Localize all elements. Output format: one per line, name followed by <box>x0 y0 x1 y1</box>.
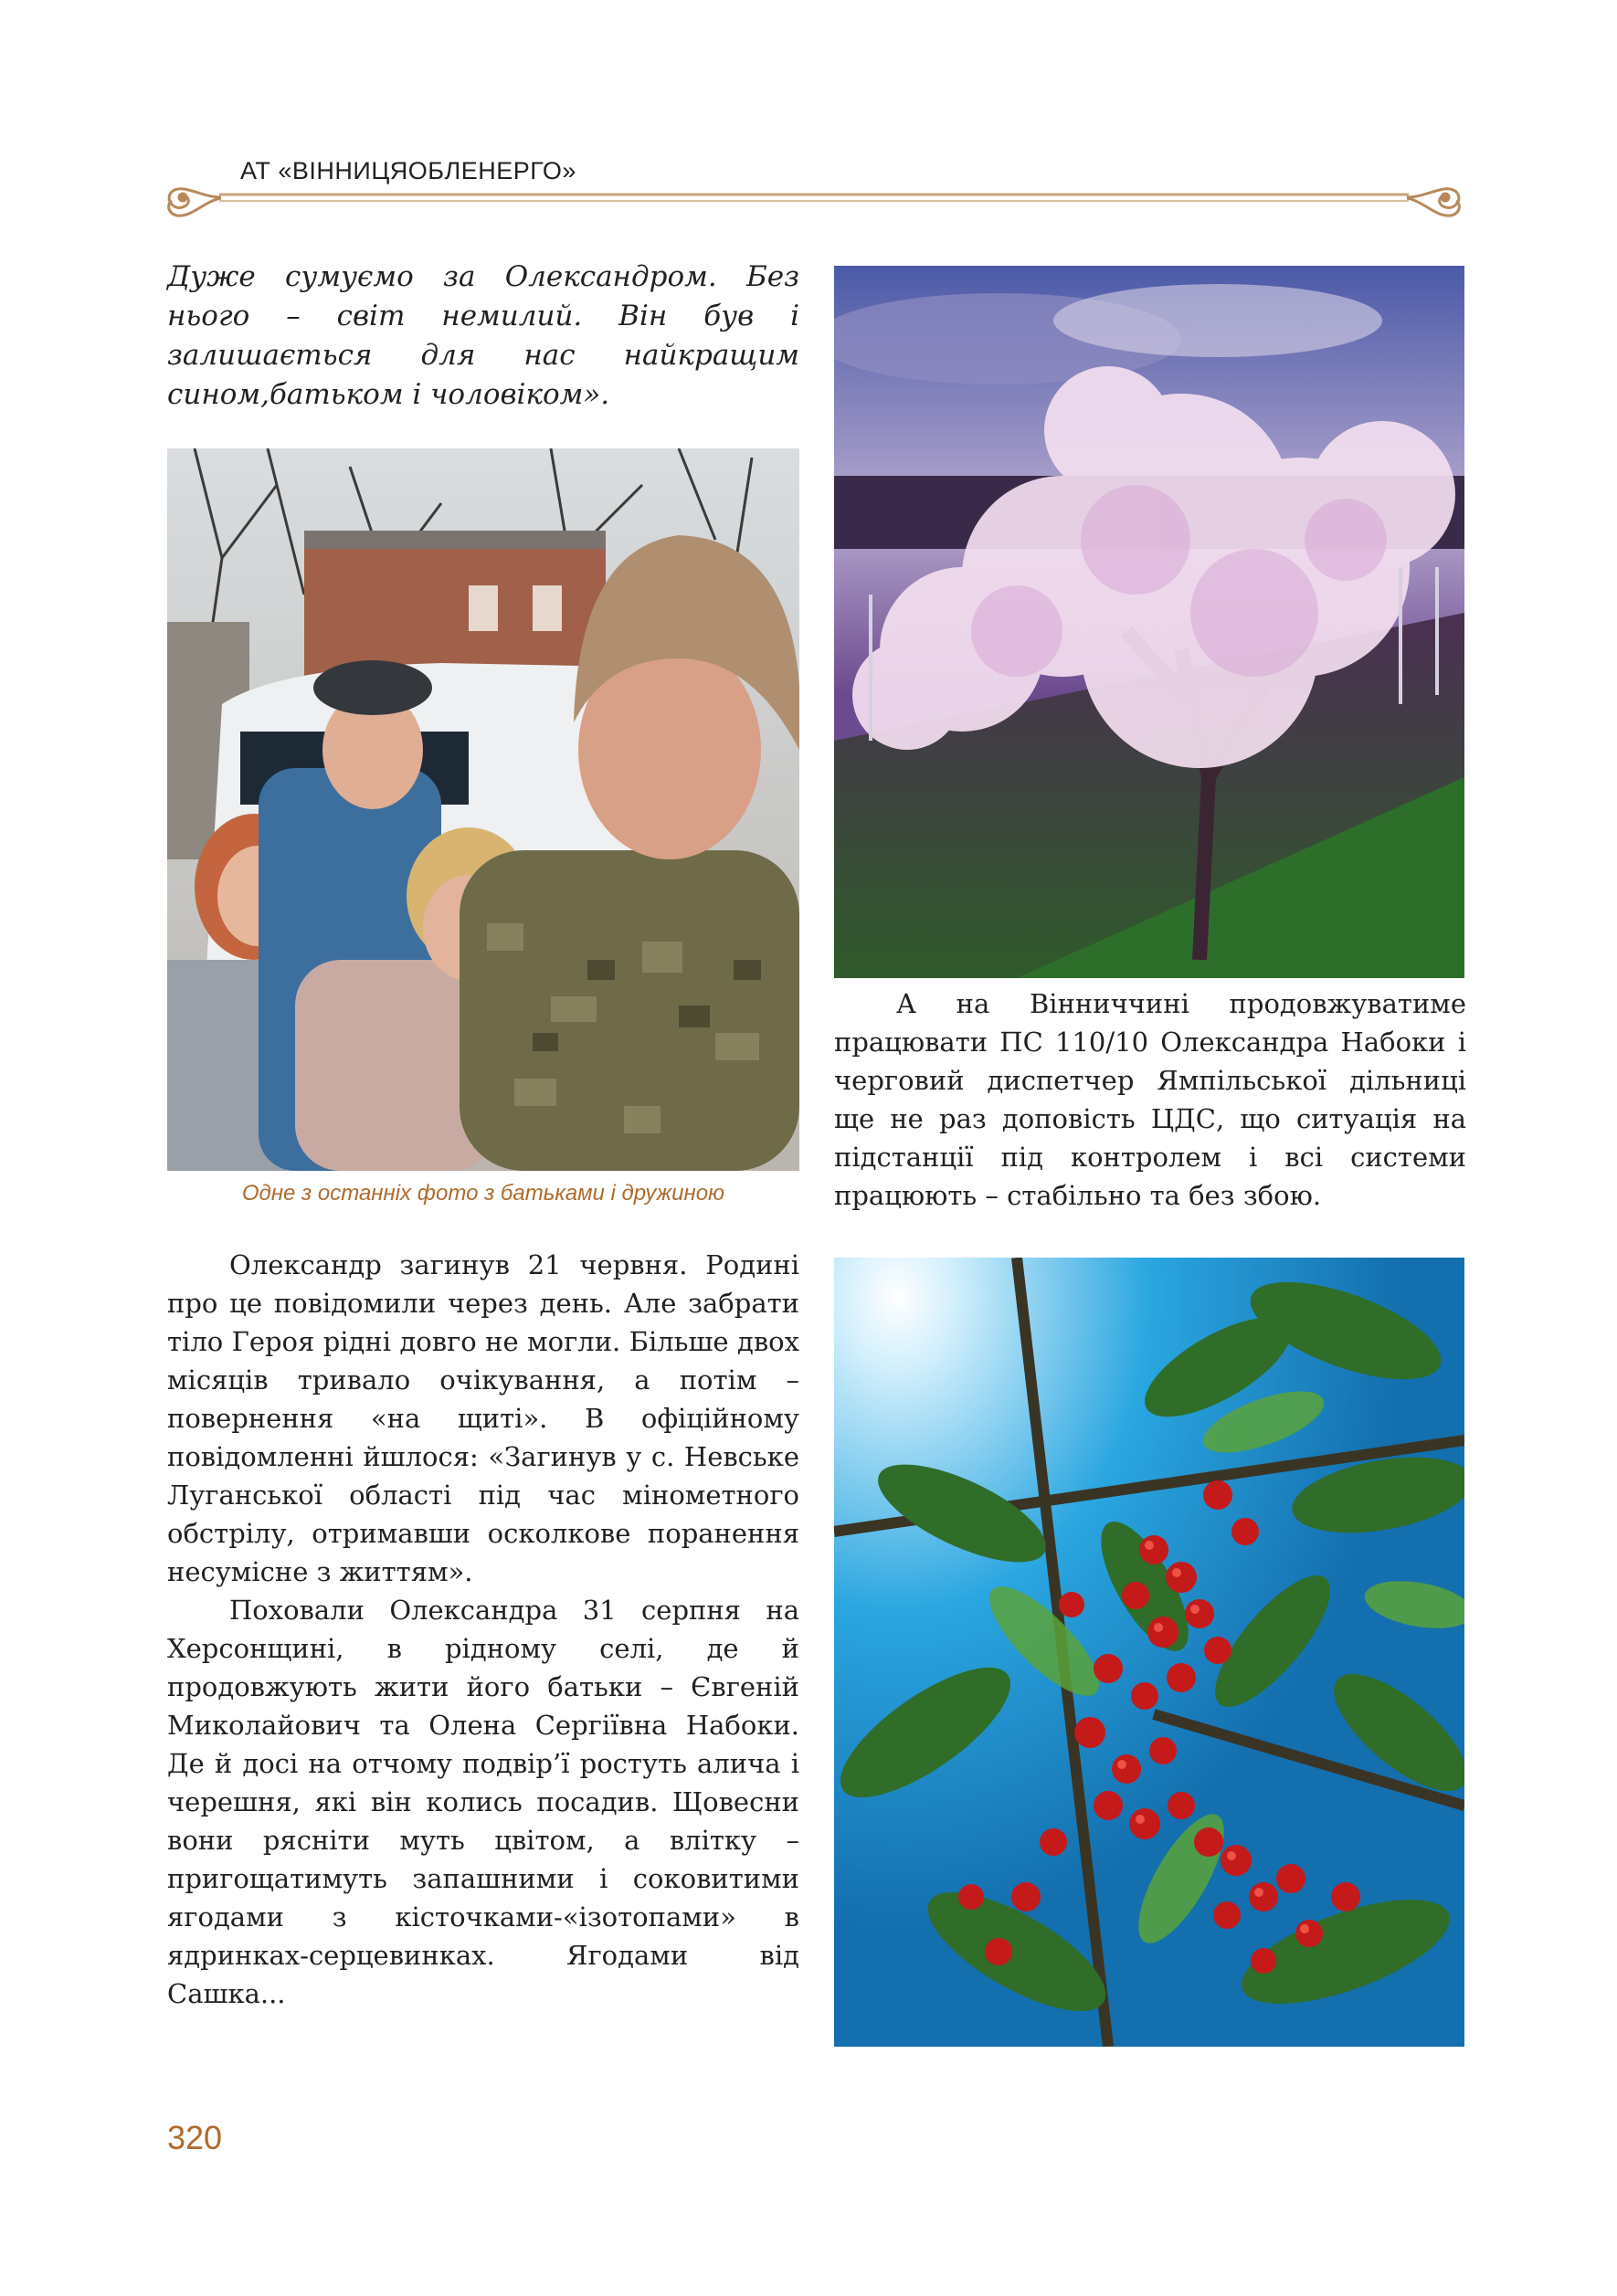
body-paragraph-1: Олександр загинув 21 червня. Родині про це повідомили через день. Але забрати тіло Героя рідні довго не могли. Більше двох місяців тривало очікування, а потім – повернення «на щиті». В офіційному повідомленні йшлося: «Загинув у с. Невське Луганської області під час мінометного обстрілу, отримавши осколкове поранення несумісне з життям». <box>167 1249 799 1587</box>
main-body-text <box>167 1246 799 2013</box>
running-header-title: АТ «ВІННИЦЯОБЛЕНЕРГО» <box>240 157 576 184</box>
right-scroll-ornament-icon <box>1407 189 1459 216</box>
right-column-text <box>834 985 1466 1215</box>
cherry-branch-photo <box>834 1258 1464 2047</box>
body-paragraph-2: Поховали Олександра 31 серпня на Херсонщині, в рідному селі, де й продовжують жити його батьки – Євгеній Миколайович та Олена Сергіївна Набоки. Де й досі на отчому подвір’ї ростуть алича і черешня, які він колись посадив. Щовесни вони рясніти муть цвітом, а влітку – пригощатимуть запашними і соковитими ягодами з кісточками-«ізотопами» в ядринках-серцевинках. Ягодами від Сашка... <box>167 1595 799 2009</box>
right-column-paragraph: А на Вінниччині продовжуватиме працювати ПС 110/10 Олександра Набоки і черговий диспетчер Ямпільської дільниці ще не раз доповість ЦДС, що ситуація на підстанції під контролем і всі системи працюють – стабільно та без збою. <box>834 988 1466 1211</box>
left-scroll-ornament-icon <box>169 189 221 216</box>
quote-text: Дуже сумуємо за Олександром. Без нього – світ немилий. Він був і залишається для нас найкращим сином,батьком і чоловіком». <box>167 260 799 411</box>
family-photo <box>167 448 799 1171</box>
header-ornament-rule <box>164 174 1464 228</box>
blossom-tree-photo <box>834 266 1464 978</box>
page-number: 320 <box>167 2119 223 2156</box>
family-photo-caption: Одне з останніх фото з батьками і дружиною <box>241 1181 725 1206</box>
